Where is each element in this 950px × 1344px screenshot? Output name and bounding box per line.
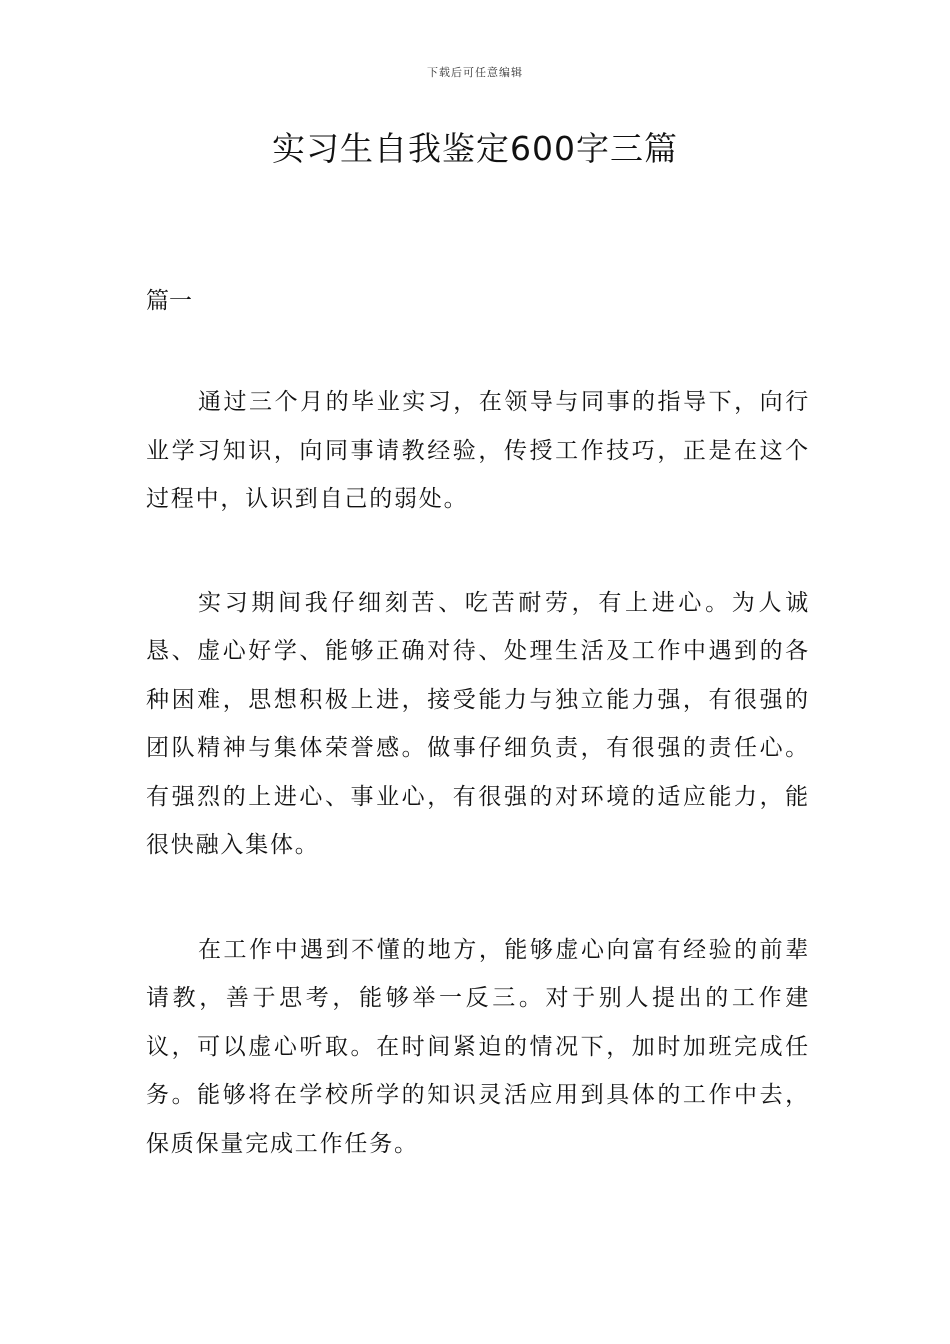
paragraph-2: 实习期间我仔细刻苦、吃苦耐劳，有上进心。为人诚恳、虚心好学、能够正确对待、处理生活及工作中遇到的各种困难，思想积极上进，接受能力与独立能力强，有很强的团队精神与集体荣誉感。做事仔细负责，有很强的责任心。有强烈的上进心、事业心，有很强的对环境的适应能力，能很快融入集体。 — [146, 589, 810, 858]
header-note: 下载后可任意编辑 — [427, 66, 523, 79]
document-title: 实习生自我鉴定600字三篇 — [272, 129, 678, 168]
document-body — [146, 279, 810, 1168]
paragraph-3: 在工作中遇到不懂的地方，能够虚心向富有经验的前辈请教，善于思考，能够举一反三。对于别人提出的工作建议，可以虚心听取。在时间紧迫的情况下，加时加班完成任务。能够将在学校所学的知识灵活应用到具体的工作中去，保质保量完成工作任务。 — [146, 936, 810, 1157]
section-label: 篇一 — [146, 288, 192, 314]
paragraph-1: 通过三个月的毕业实习，在领导与同事的指导下，向行业学习知识，向同事请教经验，传授工作技巧，正是在这个过程中，认识到自己的弱处。 — [146, 389, 810, 512]
